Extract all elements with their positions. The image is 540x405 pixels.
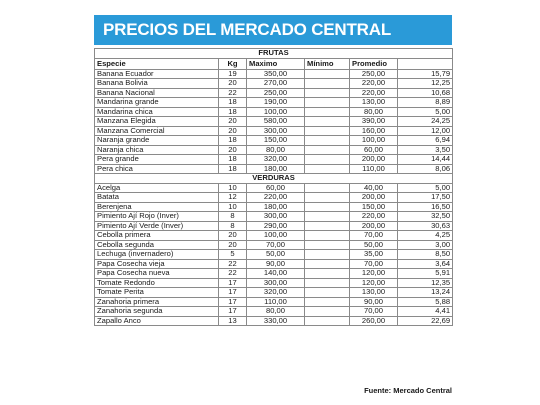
cell-promedio: 120,00 (350, 269, 398, 279)
cell-maximo: 140,00 (247, 269, 305, 279)
cell-kg: 12 (219, 193, 247, 203)
cell-valor-kg: 22,69 (398, 316, 453, 326)
section-header-frutas (95, 49, 453, 59)
table-row (95, 259, 453, 269)
cell-especie: Mandarina grande (95, 98, 219, 108)
cell-especie: Cebolla primera (95, 231, 219, 241)
cell-kg: 20 (219, 231, 247, 241)
cell-especie: Lechuga (invernadero) (95, 250, 219, 260)
cell-kg: 20 (219, 240, 247, 250)
cell-maximo: 190,00 (247, 98, 305, 108)
cell-minimo (305, 98, 350, 108)
cell-kg: 22 (219, 88, 247, 98)
cell-minimo (305, 288, 350, 298)
cell-valor-kg: 4,25 (398, 231, 453, 241)
table-row (95, 307, 453, 317)
cell-promedio: 130,00 (350, 98, 398, 108)
cell-kg: 22 (219, 269, 247, 279)
cell-kg: 20 (219, 145, 247, 155)
table-row (95, 221, 453, 231)
cell-especie: Pimiento Ají Verde (Inver) (95, 221, 219, 231)
cell-especie: Manzana Elegida (95, 117, 219, 127)
cell-especie: Banana Nacional (95, 88, 219, 98)
cell-valor-kg: 12,25 (398, 79, 453, 89)
cell-maximo: 250,00 (247, 88, 305, 98)
cell-especie: Pimiento Ají Rojo (Inver) (95, 212, 219, 222)
cell-maximo: 580,00 (247, 117, 305, 127)
cell-maximo: 110,00 (247, 297, 305, 307)
cell-valor-kg: 10,68 (398, 88, 453, 98)
column-header: Kg (219, 58, 247, 69)
cell-maximo: 290,00 (247, 221, 305, 231)
cell-kg: 19 (219, 69, 247, 79)
cell-maximo: 100,00 (247, 107, 305, 117)
cell-maximo: 320,00 (247, 288, 305, 298)
cell-kg: 13 (219, 316, 247, 326)
cell-kg: 18 (219, 155, 247, 165)
cell-minimo (305, 88, 350, 98)
cell-kg: 5 (219, 250, 247, 260)
cell-minimo (305, 231, 350, 241)
cell-especie: Naranja chica (95, 145, 219, 155)
cell-maximo: 330,00 (247, 316, 305, 326)
cell-promedio: 200,00 (350, 155, 398, 165)
cell-valor-kg: 8,89 (398, 98, 453, 108)
cell-kg: 17 (219, 297, 247, 307)
cell-promedio: 200,00 (350, 221, 398, 231)
table-row (95, 183, 453, 193)
table-row (95, 297, 453, 307)
cell-minimo (305, 183, 350, 193)
cell-kg: 17 (219, 278, 247, 288)
cell-promedio: 35,00 (350, 250, 398, 260)
price-table (94, 48, 453, 326)
cell-minimo (305, 117, 350, 127)
cell-minimo (305, 269, 350, 279)
cell-maximo: 220,00 (247, 193, 305, 203)
cell-promedio: 70,00 (350, 307, 398, 317)
cell-promedio: 110,00 (350, 164, 398, 174)
cell-valor-kg: 5,00 (398, 107, 453, 117)
cell-minimo (305, 221, 350, 231)
cell-especie: Mandarina chica (95, 107, 219, 117)
cell-valor-kg: 8,50 (398, 250, 453, 260)
source-note: Fuente: Mercado Central (364, 386, 452, 395)
cell-especie: Banana Bolivia (95, 79, 219, 89)
cell-valor-kg: 3,50 (398, 145, 453, 155)
column-header: Maximo (247, 58, 305, 69)
cell-minimo (305, 69, 350, 79)
cell-valor-kg: 17,50 (398, 193, 453, 203)
cell-kg: 17 (219, 307, 247, 317)
cell-promedio: 220,00 (350, 212, 398, 222)
cell-especie: Zanahoria primera (95, 297, 219, 307)
cell-valor-kg: 3,00 (398, 240, 453, 250)
section-title: FRUTAS (95, 49, 453, 59)
cell-valor-kg: 5,00 (398, 183, 453, 193)
cell-minimo (305, 79, 350, 89)
cell-maximo: 60,00 (247, 183, 305, 193)
cell-promedio: 70,00 (350, 231, 398, 241)
table-row (95, 212, 453, 222)
cell-valor-kg: 5,88 (398, 297, 453, 307)
cell-promedio: 220,00 (350, 88, 398, 98)
cell-especie: Tomate Redondo (95, 278, 219, 288)
cell-especie: Cebolla segunda (95, 240, 219, 250)
cell-promedio: 220,00 (350, 79, 398, 89)
cell-minimo (305, 155, 350, 165)
table-row (95, 193, 453, 203)
cell-promedio: 90,00 (350, 297, 398, 307)
cell-minimo (305, 316, 350, 326)
cell-maximo: 70,00 (247, 240, 305, 250)
cell-valor-kg: 30,63 (398, 221, 453, 231)
column-header: Especie (95, 58, 219, 69)
cell-kg: 10 (219, 202, 247, 212)
cell-minimo (305, 193, 350, 203)
cell-valor-kg: 16,50 (398, 202, 453, 212)
cell-minimo (305, 145, 350, 155)
cell-kg: 22 (219, 259, 247, 269)
cell-promedio: 70,00 (350, 259, 398, 269)
cell-valor-kg: 14,44 (398, 155, 453, 165)
table-row (95, 316, 453, 326)
cell-especie: Tomate Perita (95, 288, 219, 298)
cell-maximo: 90,00 (247, 259, 305, 269)
cell-maximo: 180,00 (247, 164, 305, 174)
cell-kg: 18 (219, 107, 247, 117)
cell-especie: Manzana Comercial (95, 126, 219, 136)
table-row (95, 107, 453, 117)
table-row (95, 136, 453, 146)
cell-promedio: 200,00 (350, 193, 398, 203)
table-row (95, 126, 453, 136)
cell-minimo (305, 240, 350, 250)
cell-maximo: 300,00 (247, 126, 305, 136)
cell-especie: Naranja grande (95, 136, 219, 146)
cell-kg: 10 (219, 183, 247, 193)
table-row (95, 69, 453, 79)
table-row (95, 250, 453, 260)
cell-kg: 20 (219, 79, 247, 89)
cell-maximo: 300,00 (247, 212, 305, 222)
cell-especie: Zanahoria segunda (95, 307, 219, 317)
table-row (95, 145, 453, 155)
cell-especie: Batata (95, 193, 219, 203)
cell-valor-kg: 4,41 (398, 307, 453, 317)
cell-valor-kg: 32,50 (398, 212, 453, 222)
cell-promedio: 50,00 (350, 240, 398, 250)
cell-minimo (305, 107, 350, 117)
table-row (95, 278, 453, 288)
table-row (95, 202, 453, 212)
page-title: PRECIOS DEL MERCADO CENTRAL (94, 15, 452, 45)
table-row (95, 98, 453, 108)
price-table-body (95, 49, 453, 326)
cell-maximo: 300,00 (247, 278, 305, 288)
section-title: VERDURAS (95, 174, 453, 184)
column-header: Promedio (350, 58, 398, 69)
cell-especie: Berenjena (95, 202, 219, 212)
cell-minimo (305, 136, 350, 146)
cell-minimo (305, 164, 350, 174)
cell-especie: Acelga (95, 183, 219, 193)
cell-promedio: 100,00 (350, 136, 398, 146)
cell-promedio: 130,00 (350, 288, 398, 298)
cell-maximo: 100,00 (247, 231, 305, 241)
cell-kg: 8 (219, 212, 247, 222)
cell-especie: Pera grande (95, 155, 219, 165)
table-row (95, 288, 453, 298)
cell-valor-kg: 13,24 (398, 288, 453, 298)
cell-valor-kg: 15,79 (398, 69, 453, 79)
cell-minimo (305, 259, 350, 269)
table-row (95, 240, 453, 250)
section-header-verduras (95, 174, 453, 184)
cell-valor-kg: 5,91 (398, 269, 453, 279)
cell-especie: Pera chica (95, 164, 219, 174)
cell-minimo (305, 212, 350, 222)
cell-promedio: 260,00 (350, 316, 398, 326)
cell-valor-kg: 12,00 (398, 126, 453, 136)
cell-kg: 20 (219, 117, 247, 127)
cell-promedio: 120,00 (350, 278, 398, 288)
cell-promedio: 150,00 (350, 202, 398, 212)
cell-maximo: 350,00 (247, 69, 305, 79)
table-row (95, 117, 453, 127)
cell-promedio: 40,00 (350, 183, 398, 193)
cell-promedio: 60,00 (350, 145, 398, 155)
cell-minimo (305, 307, 350, 317)
cell-promedio: 160,00 (350, 126, 398, 136)
cell-promedio: 80,00 (350, 107, 398, 117)
cell-kg: 18 (219, 164, 247, 174)
cell-valor-kg: 6,94 (398, 136, 453, 146)
cell-especie: Papa Cosecha vieja (95, 259, 219, 269)
cell-maximo: 180,00 (247, 202, 305, 212)
cell-minimo (305, 278, 350, 288)
table-row (95, 231, 453, 241)
cell-especie: Papa Cosecha nueva (95, 269, 219, 279)
cell-kg: 17 (219, 288, 247, 298)
column-header-row (95, 58, 453, 69)
cell-kg: 8 (219, 221, 247, 231)
cell-promedio: 250,00 (350, 69, 398, 79)
cell-especie: Zapallo Anco (95, 316, 219, 326)
table-row (95, 88, 453, 98)
cell-minimo (305, 250, 350, 260)
cell-promedio: 390,00 (350, 117, 398, 127)
cell-maximo: 320,00 (247, 155, 305, 165)
column-header: Mínimo (305, 58, 350, 69)
column-header (398, 58, 453, 69)
cell-maximo: 50,00 (247, 250, 305, 260)
cell-maximo: 80,00 (247, 307, 305, 317)
cell-valor-kg: 24,25 (398, 117, 453, 127)
cell-especie: Banana Ecuador (95, 69, 219, 79)
cell-minimo (305, 202, 350, 212)
cell-valor-kg: 12,35 (398, 278, 453, 288)
cell-valor-kg: 8,06 (398, 164, 453, 174)
table-row (95, 164, 453, 174)
cell-minimo (305, 126, 350, 136)
cell-maximo: 150,00 (247, 136, 305, 146)
cell-valor-kg: 3,64 (398, 259, 453, 269)
table-row (95, 155, 453, 165)
cell-kg: 18 (219, 136, 247, 146)
cell-maximo: 80,00 (247, 145, 305, 155)
cell-maximo: 270,00 (247, 79, 305, 89)
cell-minimo (305, 297, 350, 307)
table-row (95, 269, 453, 279)
cell-kg: 20 (219, 126, 247, 136)
table-row (95, 79, 453, 89)
cell-kg: 18 (219, 98, 247, 108)
